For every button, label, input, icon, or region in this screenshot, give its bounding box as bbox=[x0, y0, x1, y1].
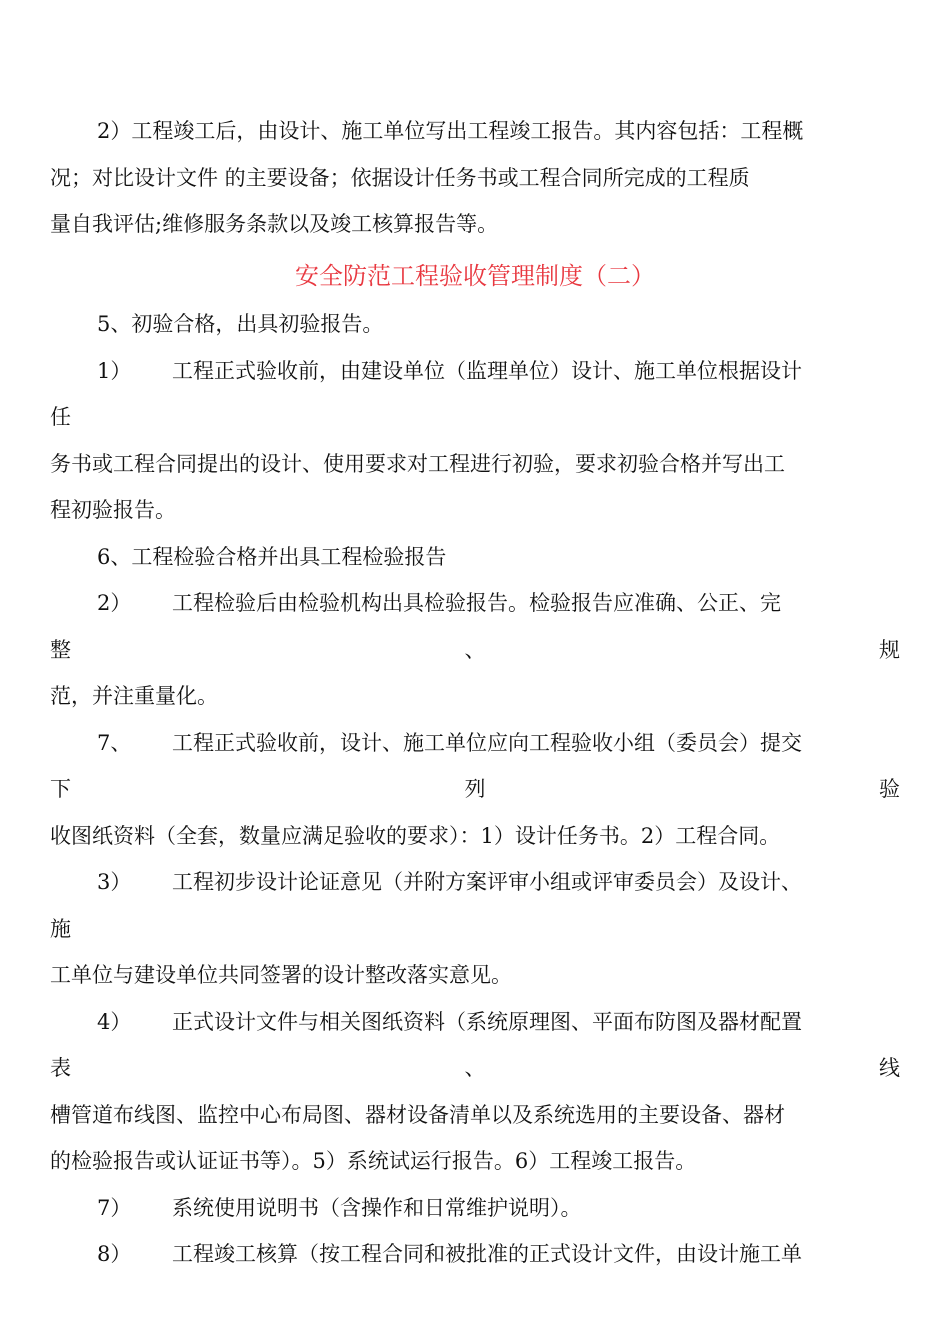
item-number: 7、 bbox=[97, 731, 132, 755]
paragraph-line: 程初验报告。 bbox=[50, 498, 176, 522]
paragraph-line: 况；对比设计文件 的主要设备；依据设计任务书或工程合同所完成的工程质 bbox=[50, 166, 750, 190]
spread-line bbox=[50, 766, 900, 812]
item-number: 4） bbox=[97, 1010, 132, 1034]
numbered-line bbox=[97, 999, 900, 1045]
spread-char: 表 bbox=[50, 1056, 71, 1080]
line-text: 工程竣工核算（按工程合同和被批准的正式设计文件，由设计施工单 bbox=[172, 1242, 802, 1266]
paragraph-line: 6、工程检验合格并出具工程检验报告 bbox=[97, 545, 447, 569]
paragraph-line: 范，并注重量化。 bbox=[50, 684, 218, 708]
paragraph-line: 施 bbox=[50, 917, 71, 941]
numbered-line bbox=[97, 580, 900, 626]
numbered-line bbox=[97, 720, 900, 766]
item-number: 2） bbox=[97, 591, 132, 615]
item-number: 7） bbox=[97, 1196, 132, 1220]
spread-line bbox=[50, 627, 900, 673]
line-text: 工程初步设计论证意见（并附方案评审小组或评审委员会）及设计、 bbox=[172, 870, 802, 894]
paragraph-line: 的检验报告或认证证书等）。5）系统试运行报告。6）工程竣工报告。 bbox=[50, 1149, 697, 1173]
paragraph-line: 槽管道布线图、监控中心布局图、器材设备清单以及系统选用的主要设备、器材 bbox=[50, 1103, 785, 1127]
spread-line bbox=[50, 1045, 900, 1091]
spread-char: 线 bbox=[879, 1056, 900, 1080]
spread-char: 、 bbox=[464, 638, 486, 662]
paragraph-line: 务书或工程合同提出的设计、使用要求对工程进行初验，要求初验合格并写出工 bbox=[50, 452, 785, 476]
item-number: 1） bbox=[97, 359, 132, 383]
spread-char: 整 bbox=[50, 638, 71, 662]
line-text: 系统使用说明书（含操作和日常维护说明）。 bbox=[172, 1196, 582, 1220]
paragraph-line: 工单位与建设单位共同签署的设计整改落实意见。 bbox=[50, 963, 512, 987]
spread-char: 验 bbox=[879, 777, 900, 801]
numbered-line bbox=[97, 348, 900, 394]
paragraph-line: 2）工程竣工后，由设计、施工单位写出工程竣工报告。其内容包括：工程概 bbox=[97, 119, 804, 143]
paragraph-line: 任 bbox=[50, 405, 71, 429]
item-number: 3） bbox=[97, 870, 132, 894]
spread-char: 下 bbox=[50, 777, 71, 801]
paragraph-line: 收图纸资料（全套，数量应满足验收的要求）：1）设计任务书。2）工程合同。 bbox=[50, 824, 781, 848]
line-text: 工程检验后由检验机构出具检验报告。检验报告应准确、公正、完 bbox=[172, 591, 781, 615]
line-text: 正式设计文件与相关图纸资料（系统原理图、平面布防图及器材配置 bbox=[172, 1010, 802, 1034]
numbered-line bbox=[97, 859, 900, 905]
section-title: 安全防范工程验收管理制度（二） bbox=[295, 262, 655, 290]
spread-char: 列 bbox=[464, 777, 486, 801]
spread-char: 、 bbox=[464, 1056, 486, 1080]
numbered-line bbox=[97, 1231, 900, 1277]
line-text: 工程正式验收前，由建设单位（监理单位）设计、施工单位根据设计 bbox=[172, 359, 802, 383]
paragraph-line: 5、初验合格，出具初验报告。 bbox=[97, 312, 384, 336]
numbered-line bbox=[97, 1185, 900, 1231]
line-text: 工程正式验收前，设计、施工单位应向工程验收小组（委员会）提交 bbox=[172, 731, 802, 755]
item-number: 8） bbox=[97, 1242, 132, 1266]
paragraph-line: 量自我评估;维修服务条款以及竣工核算报告等。 bbox=[50, 212, 499, 236]
spread-char: 规 bbox=[879, 638, 900, 662]
